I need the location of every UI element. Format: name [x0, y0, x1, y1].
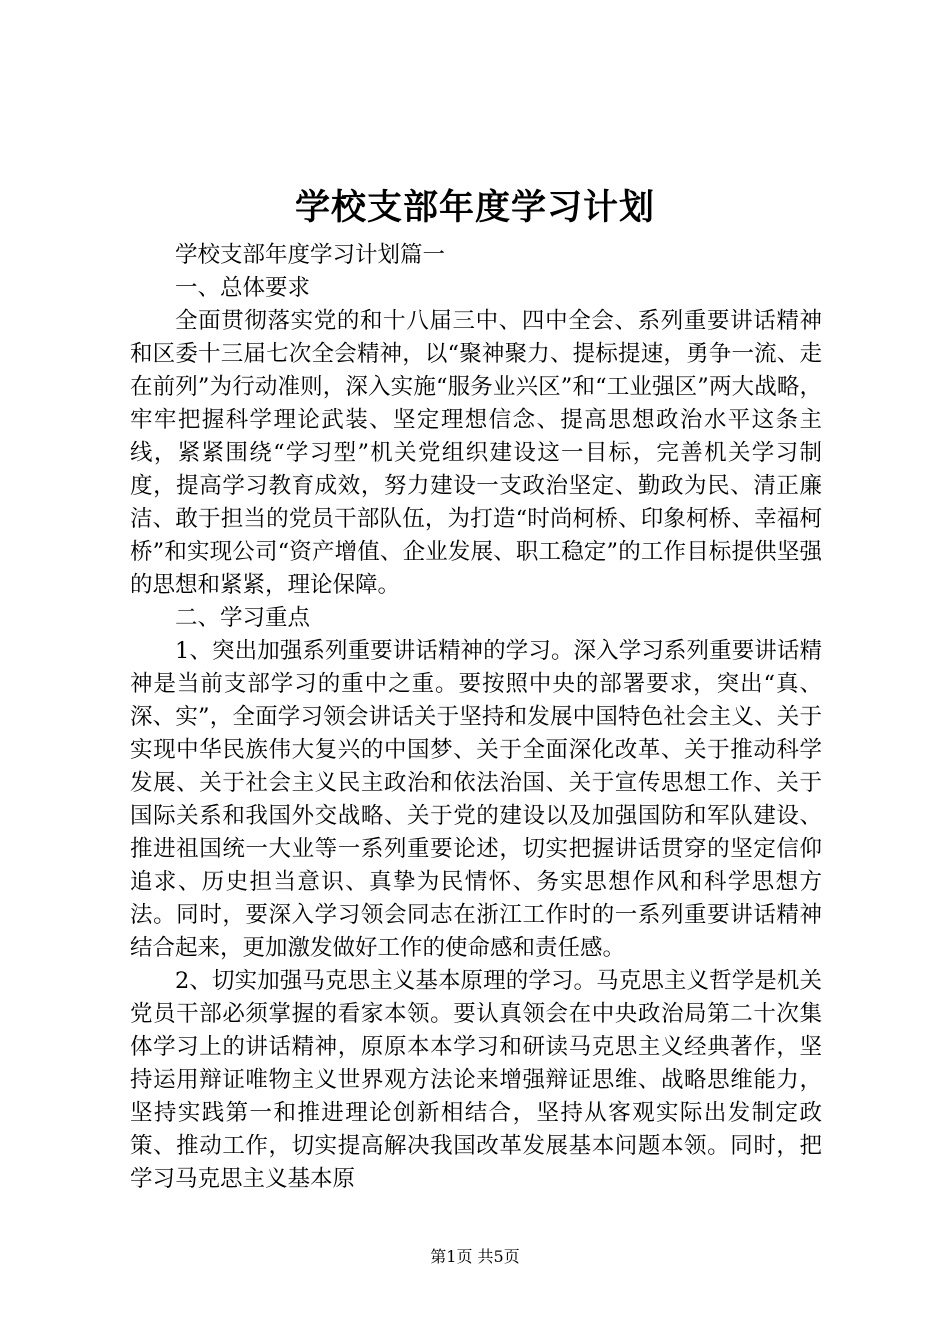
- document-body: [130, 239, 822, 1196]
- paragraph-key-point-2: 2、切实加强马克思主义基本原理的学习。马克思主义哲学是机关党员干部必须掌握的看家本领。要认真领会在中央政治局第二十次集体学习上的讲话精神，原原本本学习和研读马克思主义经典著作，坚持运用辩证唯物主义世界观方法论来增强辩证思维、战略思维能力，坚持实践第一和推进理论创新相结合，坚持从客观实际出发制定政策、推动工作，切实提高解决我国改革发展基本问题本领。同时，把学习马克思主义基本原: [130, 968, 822, 1192]
- section-heading-key-points: 二、学习重点: [175, 605, 311, 631]
- page-footer: 第1页 共5页: [430, 1247, 520, 1266]
- paragraph-key-point-1: 1、突出加强系列重要讲话精神的学习。深入学习系列重要讲话精神是当前支部学习的重中之重。要按照中央的部署要求，突出“真、深、实”，全面学习领会讲话关于坚持和发展中国特色社会主义、关于实现中华民族伟大复兴的中国梦、关于全面深化改革、关于推动科学发展、关于社会主义民主政治和依法治国、关于宣传思想工作、关于国际关系和我国外交战略、关于党的建设以及加强国防和军队建设、推进祖国统一大业等一系列重要论述，切实把握讲话贯穿的坚定信仰追求、历史担当意识、真挚为民情怀、务实思想作风和科学思想方法。同时，要深入学习领会同志在浙江工作时的一系列重要讲话精神结合起来，更加激发做好工作的使命感和责任感。: [130, 638, 822, 961]
- section-heading-requirements: 一、总体要求: [175, 275, 311, 301]
- document-subtitle: 学校支部年度学习计划篇一: [175, 242, 446, 268]
- document-title: 学校支部年度学习计划: [294, 187, 655, 228]
- paragraph-requirements: 全面贯彻落实党的和十八届三中、四中全会、系列重要讲话精神和区委十三届七次全会精神，以“聚神聚力、提标提速，勇争一流、走在前列”为行动准则，深入实施“服务业兴区”和“工业强区”两大战略，牢牢把握科学理论武装、坚定理想信念、提高思想政治水平这条主线，紧紧围绕“学习型”机关党组织建设这一目标，完善机关学习制度，提高学习教育成效，努力建设一支政治坚定、勤政为民、清正廉洁、敢于担当的党员干部队伍，为打造“时尚柯桥、印象柯桥、幸福柯桥”和实现公司“资产增值、企业发展、职工稳定”的工作目标提供坚强的思想和紧紧，理论保障。: [130, 308, 822, 598]
